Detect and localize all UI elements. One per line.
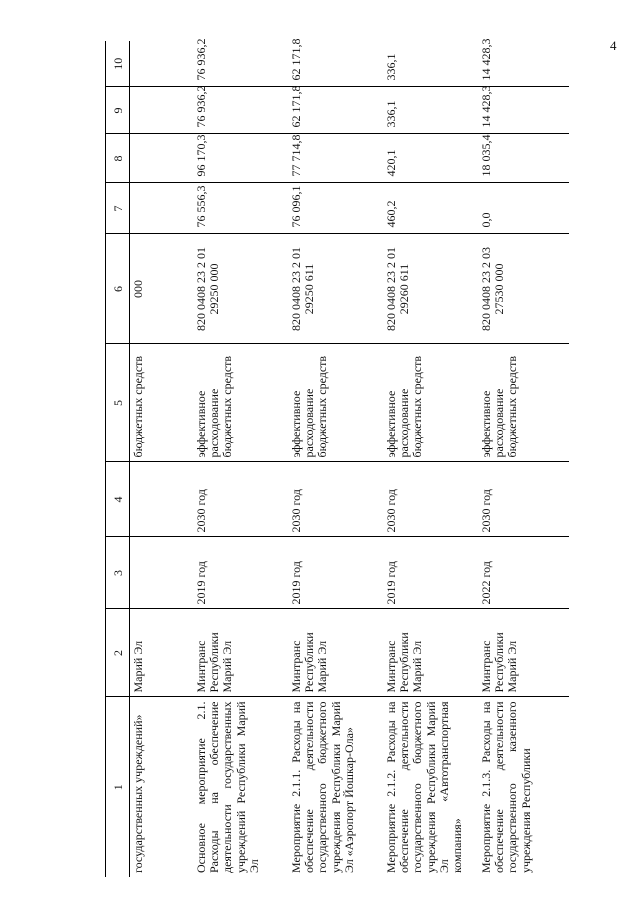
value-cell: 76 936,2 bbox=[189, 41, 284, 87]
table-row bbox=[284, 41, 379, 877]
column-header: 9 bbox=[106, 87, 130, 134]
executor-cell: Минтранс Республики Марий Эл bbox=[284, 609, 379, 697]
start-year-cell: 2019 год bbox=[189, 537, 284, 609]
start-year-cell: 2022 год bbox=[474, 537, 569, 609]
value-cell: 336,1 bbox=[379, 87, 474, 134]
result-cell: эффективное расходование бюджетных средств bbox=[379, 344, 474, 462]
result-cell: бюджетных средств bbox=[130, 344, 190, 462]
measure-name-cell: Мероприятие 2.1.3. Расходы на обеспечение деятельности государственного казенного учреждения Республики bbox=[479, 701, 533, 873]
value-cell: 14 428,3 bbox=[474, 87, 569, 134]
budget-code-cell: 820 0408 23 2 01 29260 611 bbox=[379, 234, 474, 344]
result-cell: эффективное расходование бюджетных средств bbox=[474, 344, 569, 462]
budget-table bbox=[105, 38, 569, 877]
start-year-cell: 2019 год bbox=[284, 537, 379, 609]
column-header: 8 bbox=[106, 134, 130, 183]
column-header: 6 bbox=[106, 234, 130, 344]
value-cell bbox=[130, 41, 190, 87]
measure-name-cell: Мероприятие 2.1.2. Расходы на обеспечение деятельности государственного бюджетного учреждения Республики Марий Эл «Автотранспортная компания» bbox=[384, 701, 465, 873]
value-cell bbox=[130, 87, 190, 134]
value-cell bbox=[130, 183, 190, 234]
budget-code-cell: 000 bbox=[130, 234, 190, 344]
value-cell: 76 556,3 bbox=[189, 183, 284, 234]
column-header: 2 bbox=[106, 609, 130, 697]
budget-code-cell: 820 0408 23 2 01 29250 000 bbox=[189, 234, 284, 344]
table-row bbox=[379, 41, 474, 877]
budget-code-cell: 820 0408 23 2 01 29250 611 bbox=[284, 234, 379, 344]
result-cell: эффективное расходование бюджетных средств bbox=[189, 344, 284, 462]
column-header: 1 bbox=[106, 697, 130, 877]
end-year-cell bbox=[130, 462, 190, 537]
value-cell: 62 171,8 bbox=[284, 41, 379, 87]
end-year-cell: 2030 год bbox=[284, 462, 379, 537]
start-year-cell bbox=[130, 537, 190, 609]
end-year-cell: 2030 год bbox=[379, 462, 474, 537]
measure-name-cell: государственных учреждений» bbox=[131, 714, 145, 873]
column-header: 5 bbox=[106, 344, 130, 462]
end-year-cell: 2030 год bbox=[474, 462, 569, 537]
measure-name-cell: Мероприятие 2.1.1. Расходы на обеспечение деятельности государственного бюджетного учреждения Республики Марий Эл «Аэропорт Йошкар-Ола» bbox=[289, 701, 356, 873]
value-cell: 76 096,1 bbox=[284, 183, 379, 234]
executor-cell: Минтранс Республики Марий Эл bbox=[474, 609, 569, 697]
column-header: 4 bbox=[106, 462, 130, 537]
value-cell: 62 171,8 bbox=[284, 87, 379, 134]
value-cell: 18 035,4 bbox=[474, 134, 569, 183]
start-year-cell: 2019 год bbox=[379, 537, 474, 609]
table-row bbox=[130, 41, 190, 877]
end-year-cell: 2030 год bbox=[189, 462, 284, 537]
rotated-page-content bbox=[105, 38, 630, 877]
result-cell: эффективное расходование бюджетных средств bbox=[284, 344, 379, 462]
table-row bbox=[189, 41, 284, 877]
column-header: 3 bbox=[106, 537, 130, 609]
budget-code-cell: 820 0408 23 2 03 27530 000 bbox=[474, 234, 569, 344]
column-header: 7 bbox=[106, 183, 130, 234]
value-cell: 336,1 bbox=[379, 41, 474, 87]
page-number: 4 bbox=[610, 38, 617, 53]
value-cell: 14 428,3 bbox=[474, 41, 569, 87]
value-cell: 420,1 bbox=[379, 134, 474, 183]
column-header: 10 bbox=[106, 41, 130, 87]
executor-cell: Минтранс Республики Марий Эл bbox=[379, 609, 474, 697]
measure-name-cell: Основное мероприятие 2.1. Расходы на обеспечение деятельности государственных учреждений Республики Марий Эл bbox=[194, 701, 261, 873]
value-cell: 460,2 bbox=[379, 183, 474, 234]
value-cell: 96 170,3 bbox=[189, 134, 284, 183]
value-cell bbox=[130, 134, 190, 183]
table-row bbox=[474, 41, 569, 877]
value-cell: 0,0 bbox=[474, 183, 569, 234]
value-cell: 77 714,8 bbox=[284, 134, 379, 183]
executor-cell: Марий Эл bbox=[130, 609, 190, 697]
executor-cell: Минтранс Республики Марий Эл bbox=[189, 609, 284, 697]
table-header-row bbox=[106, 41, 130, 877]
value-cell: 76 936,2 bbox=[189, 87, 284, 134]
